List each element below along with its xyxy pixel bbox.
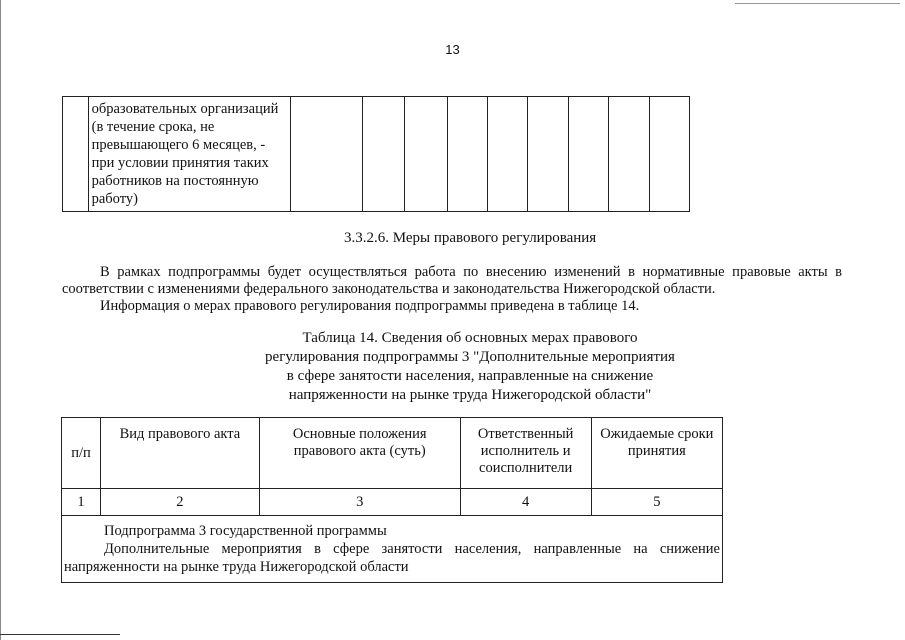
- table-cell: [488, 97, 528, 212]
- column-number-cell: 1: [62, 489, 101, 516]
- header-cell-responsible: Ответственный исполнитель и соисполнители: [460, 418, 591, 489]
- table-cell: [63, 97, 89, 212]
- page-number: 13: [445, 42, 460, 57]
- table-cell: [447, 97, 487, 212]
- table-cell: [568, 97, 608, 212]
- column-number-cell: 4: [460, 489, 591, 516]
- subprogram-description: Дополнительные мероприятия в сфере занятости населения, направленные на снижение напряженности на рынке труда Нижегородской области: [64, 541, 720, 575]
- table-caption: Таблица 14. Сведения об основных мерах правового регулирования подпрограммы 3 "Дополнительные мероприятия в сфере занятости населения, направленные на снижение напряженности на рынке труда Нижегородской области": [265, 330, 675, 403]
- column-number-cell: 5: [591, 489, 722, 516]
- table-header-row: [62, 418, 723, 489]
- table-row: [62, 489, 723, 516]
- continuation-cell-text: образовательных организаций (в течение срока, не превышающего 6 месяцев, - при условии принятия таких работников на постоянную работу): [91, 101, 279, 207]
- paragraph: В рамках подпрограммы будет осуществляться работа по внесению изменений в нормативные правовые акты в соответствии с изменениями федерального законодательства и законодательства Нижегородской области.: [62, 264, 842, 297]
- scan-top-line: [735, 3, 900, 4]
- paragraph: Информация о мерах правового регулирования подпрограммы приведена в таблице 14.: [100, 298, 640, 314]
- section-heading: 3.3.2.6. Меры правового регулирования: [344, 230, 597, 246]
- table-cell: [649, 97, 689, 212]
- scan-bottom-line: [0, 634, 120, 635]
- scan-edge-line: [0, 0, 1, 640]
- table-row: [63, 97, 690, 212]
- header-cell-number: п/п: [62, 418, 101, 489]
- table-cell: [291, 97, 363, 212]
- table-14: [61, 417, 723, 583]
- continuation-table: [62, 96, 690, 212]
- column-number-cell: 2: [101, 489, 260, 516]
- column-number-cell: 3: [259, 489, 460, 516]
- table-row: [62, 516, 723, 583]
- table-cell: [528, 97, 568, 212]
- table-cell: [609, 97, 649, 212]
- table-cell: [88, 97, 291, 212]
- header-cell-provisions: Основные положения правового акта (суть): [259, 418, 460, 489]
- subprogram-title: Подпрограмма 3 государственной программы: [104, 523, 387, 539]
- table-cell: [363, 97, 405, 212]
- header-cell-act-type: Вид правового акта: [101, 418, 260, 489]
- header-cell-deadlines: Ожидаемые сроки принятия: [591, 418, 722, 489]
- table-cell: [405, 97, 447, 212]
- subprogram-cell: [62, 516, 723, 583]
